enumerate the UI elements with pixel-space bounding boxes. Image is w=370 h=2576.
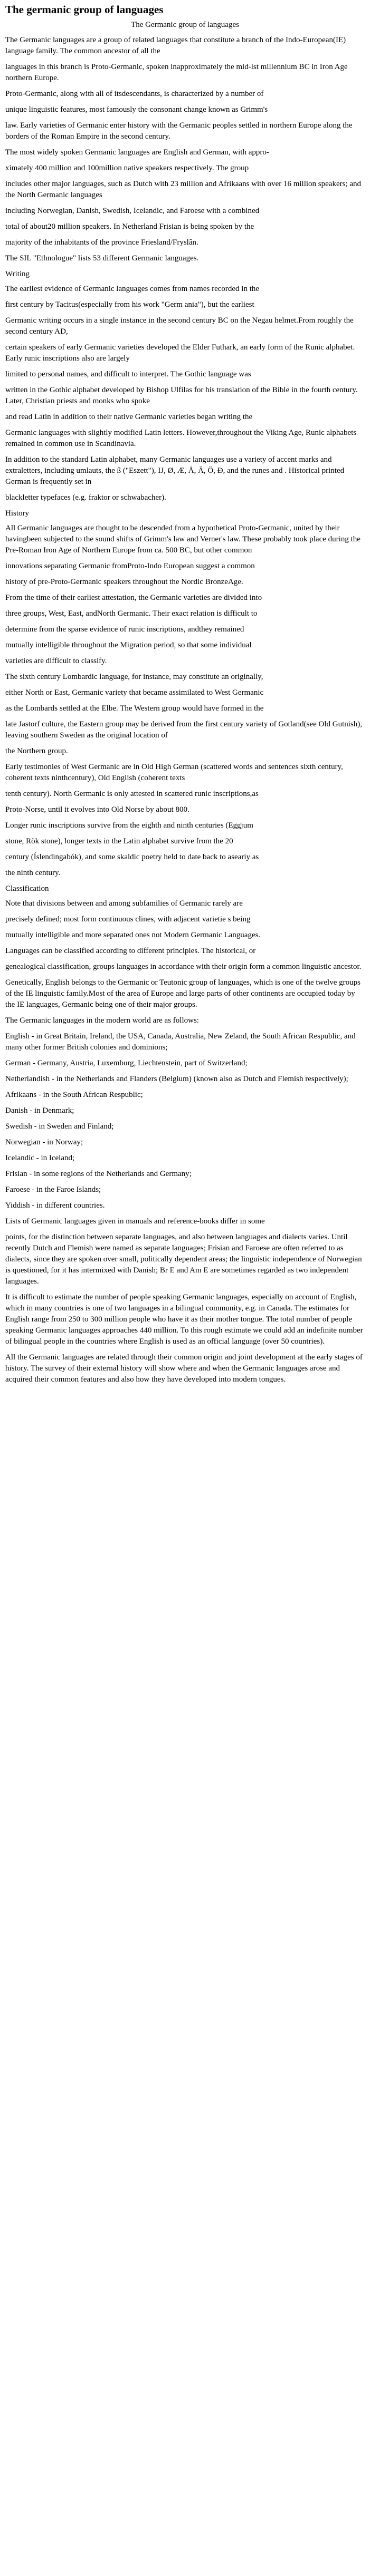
paragraph: varieties are difficult to classify. <box>5 657 107 665</box>
paragraph: stone, Rök stone), longer texts in the Latin alphabet survive from the 20 <box>5 837 233 845</box>
paragraph: The earliest evidence of Germanic languages comes from names recorded in the <box>5 285 260 293</box>
paragraph: written in the Gothic alphabet developed by Bishop Ulfilas for his translation of the Bible in the fourth century. Later, Christian priests and monks who spoke <box>5 386 358 405</box>
section-heading: Classification <box>5 884 49 893</box>
paragraph: All the Germanic languages are related through their common origin and joint development at the early stages of history. The survey of their external history will show where and when the Germanic languages arose and acquired their common features and also how they have developed into modern tongues. <box>5 1353 363 1384</box>
paragraph: majority of the inhabitants of the province Friesland/Fryslân. <box>5 238 198 247</box>
paragraph: The SIL "Ethnologue" lists 53 different Germanic languages. <box>5 254 199 263</box>
paragraph: Faroese - in the Faroe Islands; <box>5 1185 101 1194</box>
paragraph: the Northern group. <box>5 747 68 755</box>
paragraph: either North or East, Germanic variety that became assimilated to West Germanic <box>5 688 264 697</box>
paragraph: history of pre-Proto-Germanic speakers throughout the Nordic BronzeAge. <box>5 578 243 586</box>
paragraph: first century by Tacitus(especially from his work "Germ ania"), but the earliest <box>5 300 254 309</box>
paragraph: Yiddish - in different countries. <box>5 1201 105 1210</box>
paragraph: It is difficult to estimate the number of people speaking Germanic languages, especially on account of English, which in many countries is one of two languages in a bilingual community, e.g. in Canada. The estimates for English range from 250 to 300 million people who have it as their mother tongue. The total number of people speaking Germanic languages approaches 440 million. To this rough estimate we could add an indefinite number of bilingual people in the countries where English is used as an official language (over 50 countries). <box>5 1293 363 1346</box>
paragraph: innovations separating Germanic fromProto-Indo European suggest a common <box>5 562 255 570</box>
paragraph: Lists of Germanic languages given in manuals and reference-books differ in some <box>5 1217 265 1226</box>
paragraph: including Norwegian, Danish, Swedish, Icelandic, and Faroese with a combined <box>5 207 260 215</box>
paragraph: The sixth century Lombardic language, for instance, may constitute an originally, <box>5 673 263 681</box>
paragraph: Note that divisions between and among subfamilies of Germanic rarely are <box>5 899 243 908</box>
paragraph: three groups, West, East, andNorth Germanic. Their exact relation is difficult to <box>5 609 258 618</box>
paragraph: unique linguistic features, most famously the consonant change known as Grimm's <box>5 105 268 114</box>
paragraph: precisely defined; most form continuous clines, with adjacent varietie s being <box>5 915 251 924</box>
paragraph: Germanic writing occurs in a single instance in the second century BC on the Negau helmet.From roughly the second century AD, <box>5 316 354 336</box>
paragraph: Germanic languages with slightly modified Latin letters. However,throughout the Viking Age, Runic alphabets remained in common use in Scandinavia. <box>5 429 357 448</box>
paragraph: as the Lombards settled at the Elbe. The Western group would have formed in the <box>5 704 264 713</box>
paragraph: Icelandic - in Iceland; <box>5 1154 75 1162</box>
paragraph: total of about20 million speakers. In Netherland Frisian is being spoken by the <box>5 222 254 231</box>
paragraph: The most widely spoken Germanic languages are English and German, with appro- <box>5 148 269 157</box>
paragraph: and read Latin in addition to their native Germanic varieties began writing the <box>5 413 253 421</box>
paragraph: blackletter typefaces (e.g. fraktor or schwabacher). <box>5 493 166 502</box>
paragraph: Proto-Germanic, along with all of itsdescendants, is characterized by a number of <box>5 90 264 98</box>
paragraph: genealogical classification, groups languages in accordance with their origin form a common linguistic ancestor. <box>5 963 362 971</box>
section-heading: History <box>5 509 29 518</box>
paragraph: The Germanic languages in the modern world are as follows: <box>5 1016 199 1025</box>
section-heading: Writing <box>5 270 30 278</box>
paragraph: Languages can be classified according to different principles. The historical, or <box>5 947 256 955</box>
paragraph: Danish - in Denmark; <box>5 1106 74 1115</box>
paragraph: All Germanic languages are thought to be descended from a hypothetical Proto-Germanic, united by their havingbeen subjected to the sound shifts of Grimm's law and Verner's law. These probably took place during the Pre-Roman Iron Age of Northern Europe from ca. 500 BC, but other common <box>5 524 360 555</box>
paragraph: Early testimonies of West Germanic are in Old High German (scattered words and sentences sixth century, coherent texts ninthcentury), Old English (coherent texts <box>5 763 343 782</box>
page-subtitle: The Germanic group of languages <box>131 21 239 29</box>
paragraph: tenth century). North Germanic is only attested in scattered runic inscriptions,as <box>5 790 259 798</box>
paragraph: certain speakers of early Germanic varieties developed the Elder Futhark, an early form of the Runic alphabet. Early runic inscriptions also are largely <box>5 343 355 363</box>
paragraph: English - in Great Britain, Ireland, the USA, Canada, Australia, New Zeland, the South African Respublic, and many other former British colonies and dominions; <box>5 1032 356 1052</box>
paragraph: Swedish - in Sweden and Finland; <box>5 1122 114 1131</box>
page-title: The germanic group of languages <box>5 3 164 16</box>
paragraph: Frisian - in some regions of the Netherlands and Germany; <box>5 1170 192 1178</box>
paragraph: limited to personal names, and difficult to interpret. The Gothic language was <box>5 370 251 378</box>
paragraph: From the time of their earliest attestation, the Germanic varieties are divided into <box>5 594 262 602</box>
paragraph: German - Germany, Austria, Luxemburg, Liechtenstein, part of Switzerland; <box>5 1059 248 1067</box>
paragraph: Proto-Norse, until it evolves into Old Norse by about 800. <box>5 805 189 814</box>
paragraph: Afrikaans - in the South African Respublic; <box>5 1091 143 1099</box>
paragraph: century (Íslendingabók), and some skaldic poetry held to date back to aseariy as <box>5 853 259 861</box>
paragraph: late Jastorf culture, the Eastern group may be derived from the first century variety of Gotland(see Old Gutnish), leaving southern Sweden as the original location of <box>5 720 363 740</box>
paragraph: mutually intelligible throughout the Migration period, so that some individual <box>5 641 252 649</box>
paragraph: Norwegian - in Norway; <box>5 1138 83 1146</box>
paragraph: includes other major languages, such as Dutch with 23 million and Afrikaans with over 16 million speakers; and the North Germanic languages <box>5 180 362 199</box>
paragraph: The Germanic languages are a group of related languages that constitute a branch of the Indo-European(IE) language family. The common ancestor of all the <box>5 36 346 55</box>
paragraph: law. Early varieties of Germanic enter history with the Germanic peoples settled in northern Europe along the borders of the Roman Empire in the second century. <box>5 121 353 141</box>
paragraph: Genetically, English belongs to the Germanic or Teutonic group of languages, which is one of the twelve groups of the IE linguistic family.Most of the area of Europe and large parts of other continents are occupied today by the IE languages, Germanic being one of their major groups. <box>5 978 360 1009</box>
paragraph: languages in this branch is Proto-Germanic, spoken inapproximately the mid-lst millennium BC in Iron Age northern Europe. <box>5 63 348 82</box>
paragraph: ximately 400 million and 100million native speakers respectively. The group <box>5 164 249 172</box>
document-body <box>5 35 365 1385</box>
paragraph: In addition to the standard Latin alphabet, many Germanic languages use a variety of accent marks and extraletters, including umlauts, the ß ("Eszett"), IJ, Ø, Æ, Å, Ä, Ö, Ð, and the runes and . Historical printed German is frequently set in <box>5 455 345 486</box>
paragraph: Netherlandish - in the Netherlands and Flanders (Belgium) (known also as Dutch and Flemish respectively); <box>5 1075 348 1083</box>
paragraph: mutually intelligible and more separated ones not Modern Germanic Languages. <box>5 931 261 939</box>
paragraph: the ninth century. <box>5 869 61 877</box>
paragraph: determine from the sparse evidence of runic inscriptions, andthey remained <box>5 625 244 634</box>
paragraph: points, for the distinction between separate languages, and also between languages and dialects varies. Until recently Dutch and Flemish were named as separate languages; Frisian and Faroese are often referred to as dialects, since they are spoken over small, politically dependent areas; the linguistic independence of Norwegian is questioned, for it has intermixed with Danish; Br E and Am E are sometimes regarded as two independent languages. <box>5 1233 362 1286</box>
paragraph: Longer runic inscriptions survive from the eighth and ninth centuries (Eggjum <box>5 821 253 830</box>
